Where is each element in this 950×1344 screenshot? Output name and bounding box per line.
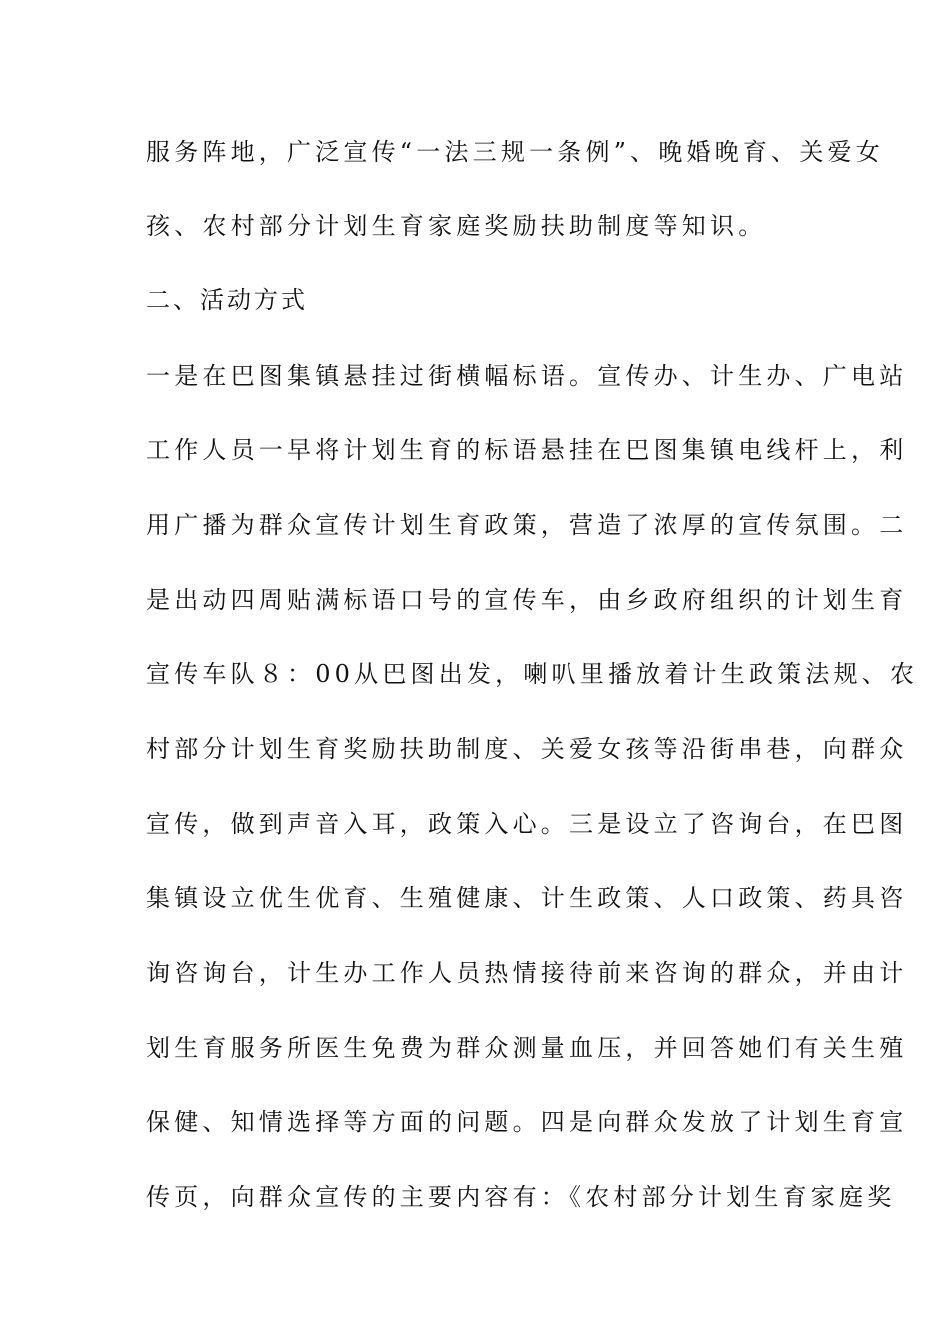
section-heading: 二、活动方式 bbox=[146, 286, 308, 314]
paragraph-line: 宣传车队８：00从巴图出发，喇叭里播放着计生政策法规、农 bbox=[146, 660, 919, 688]
paragraph-line: 宣传，做到声音入耳，政策入心。三是设立了咨询台，在巴图 bbox=[146, 810, 908, 838]
paragraph-line: 服务阵地，广泛宣传“一法三规一条例”、晚婚晚育、关爱女 bbox=[146, 138, 884, 166]
paragraph-line: 孩、农村部分计划生育家庭奖励扶助制度等知识。 bbox=[146, 212, 767, 240]
paragraph-line: 保健、知情选择等方面的问题。四是向群众发放了计划生育宣 bbox=[146, 1108, 908, 1136]
paragraph-line: 传页，向群众宣传的主要内容有：《农村部分计划生育家庭奖 bbox=[146, 1183, 896, 1211]
paragraph-line: 是出动四周贴满标语口号的宣传车，由乡政府组织的计划生育 bbox=[146, 586, 908, 614]
paragraph-line: 划生育服务所医生免费为群众测量血压，并回答她们有关生殖 bbox=[146, 1034, 908, 1062]
paragraph-line: 用广播为群众宣传计划生育政策，营造了浓厚的宣传氛围。二 bbox=[146, 511, 908, 539]
paragraph-line: 一是在巴图集镇悬挂过街横幅标语。宣传办、计生办、广电站 bbox=[146, 362, 908, 390]
paragraph-line: 工作人员一早将计划生育的标语悬挂在巴图集镇电线杆上，利 bbox=[146, 436, 908, 464]
paragraph-line: 集镇设立优生优育、生殖健康、计生政策、人口政策、药具咨 bbox=[146, 884, 908, 912]
paragraph-line: 村部分计划生育奖励扶助制度、关爱女孩等沿街串巷，向群众 bbox=[146, 735, 908, 763]
paragraph-line: 询咨询台，计生办工作人员热情接待前来咨询的群众，并由计 bbox=[146, 959, 908, 987]
